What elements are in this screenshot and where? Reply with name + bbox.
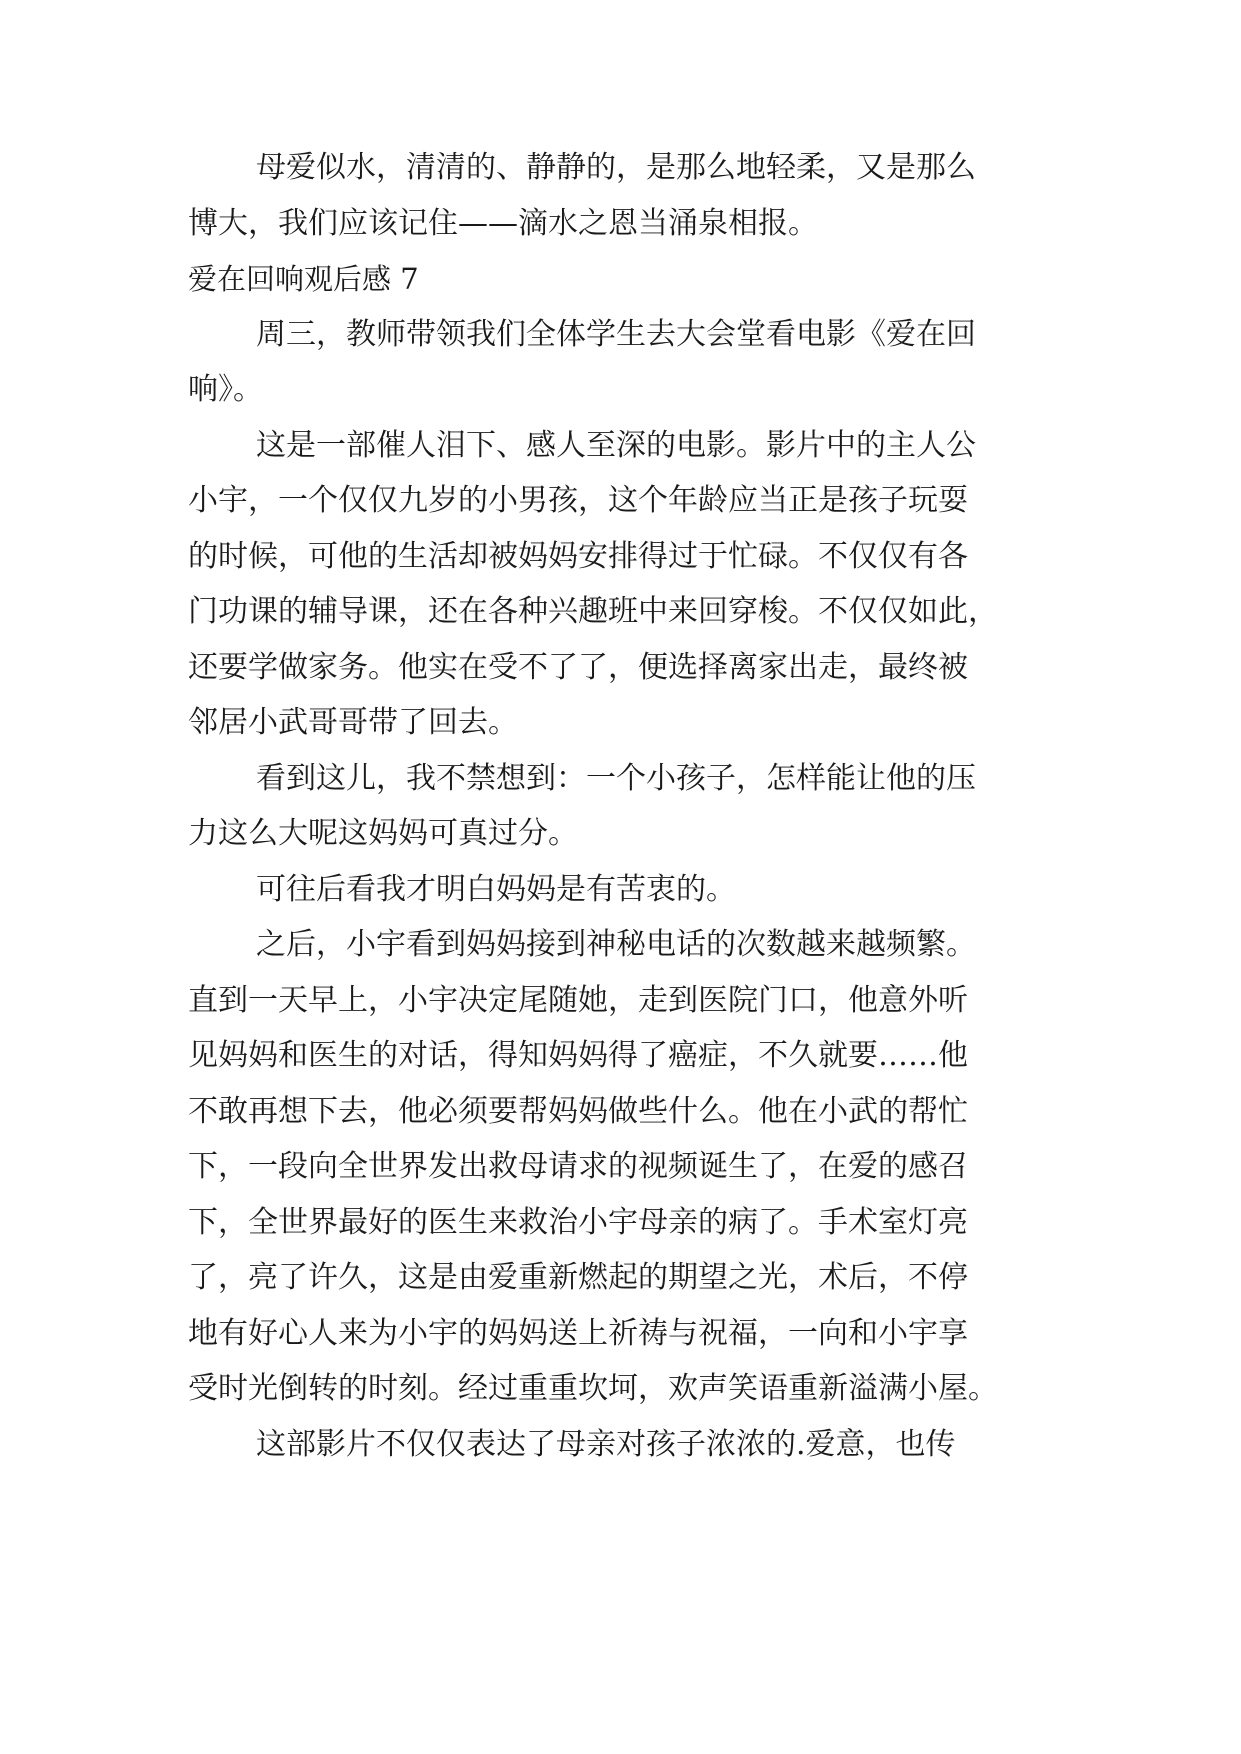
paragraph-line: 这部影片不仅仅表达了母亲对孩子浓浓的.爱意，也传	[256, 1427, 956, 1462]
paragraph-line: 下，一段向全世界发出救母请求的视频诞生了，在爱的感召	[188, 1149, 968, 1184]
paragraph-line: 之后，小宇看到妈妈接到神秘电话的次数越来越频繁。	[256, 927, 976, 962]
paragraph-line: 不敢再想下去，他必须要帮妈妈做些什么。他在小武的帮忙	[188, 1094, 968, 1129]
paragraph-line: 地有好心人来为小宇的妈妈送上祈祷与祝福，一向和小宇享	[188, 1316, 968, 1351]
paragraph-line: 力这么大呢这妈妈可真过分。	[188, 816, 578, 851]
paragraph-line: 响》。	[188, 372, 263, 407]
paragraph-line: 母爱似水，清清的、静静的，是那么地轻柔，又是那么	[256, 150, 976, 185]
paragraph-line: 门功课的辅导课，还在各种兴趣班中来回穿梭。不仅仅如此，	[188, 594, 998, 629]
paragraph-line: 邻居小武哥哥带了回去。	[188, 705, 518, 740]
paragraph-line: 小宇，一个仅仅九岁的小男孩，这个年龄应当正是孩子玩耍	[188, 483, 968, 518]
paragraph-line: 可往后看我才明白妈妈是有苦衷的。	[256, 872, 736, 907]
paragraph-line: 看到这儿，我不禁想到：一个小孩子，怎样能让他的压	[256, 761, 976, 796]
paragraph-line: 受时光倒转的时刻。经过重重坎坷，欢声笑语重新溢满小屋。	[188, 1371, 998, 1406]
heading-text: 爱在回响观后感 7	[188, 262, 419, 296]
paragraph-line: 博大，我们应该记住——滴水之恩当涌泉相报。	[188, 206, 818, 241]
paragraph-line: 的时候，可他的生活却被妈妈安排得过于忙碌。不仅仅有各	[188, 539, 968, 574]
paragraph-line: 这是一部催人泪下、感人至深的电影。影片中的主人公	[256, 428, 976, 463]
paragraph-line: 见妈妈和医生的对话，得知妈妈得了癌症，不久就要……他	[188, 1038, 968, 1073]
paragraph-line: 下，全世界最好的医生来救治小宇母亲的病了。手术室灯亮	[188, 1205, 968, 1240]
paragraph-line: 周三，教师带领我们全体学生去大会堂看电影《爱在回	[256, 317, 976, 352]
paragraph-line: 还要学做家务。他实在受不了了，便选择离家出走，最终被	[188, 650, 968, 685]
paragraph-line: 了，亮了许久，这是由爱重新燃起的期望之光，术后，不停	[188, 1260, 968, 1295]
paragraph-line: 直到一天早上，小宇决定尾随她，走到医院门口，他意外听	[188, 983, 968, 1018]
